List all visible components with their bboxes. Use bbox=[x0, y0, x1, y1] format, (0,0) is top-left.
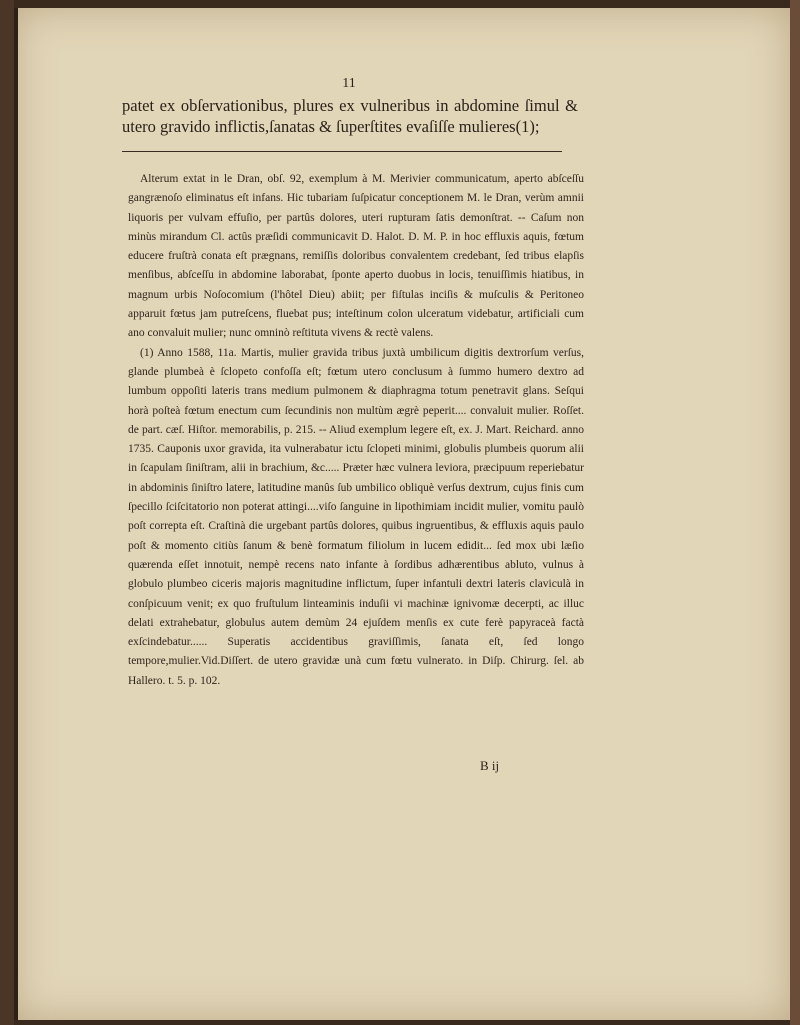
page-edge bbox=[14, 8, 18, 1020]
book-spine-right bbox=[790, 0, 800, 1025]
book-spine-left bbox=[0, 0, 14, 1025]
signature-mark: B ij bbox=[480, 758, 500, 773]
footnote-paragraph: Alterum extat in le Dran, obſ. 92, exemplum à M. Merivier communicatum, aperto abſceſſu gangrænoſo eliminatus eſt infans. Hic tubariam ſuſpicatur conceptionem M. le Dran, verùm amnii liquoris per vulvam effuſio, per partûs dolores, uteri rupturam ſatis demonſtrat. -- Caſum non minùs mirandum Cl. actûs præſidi communicavit D. Halot. D. M. P. in hoc effluxis aquis, fœtum educere fruſtrà conata eſt prægnans, remiſſis doloribus convalentem credebant, ſed tribus elapſis menſibus, abſceſſu in abdomine laborabat, ſponte aperto duobus in locis, tenuiſſimis hiatibus, in magnum urbis Noſocomium (l'hôtel Dieu) abiit; per fiſtulas inciſis & muſculis & Peritoneo apparuit fœtus jam putreſcens, fluebat pus; inteſtinum colon ulceratum videbatur, artificiali cum ano convaluit mulier; nunc omninò reſtituta vivens & rectè valens. bbox=[128, 173, 584, 340]
footnote-block bbox=[128, 170, 584, 691]
footnote-separator bbox=[122, 151, 562, 152]
page-number: 11 bbox=[342, 76, 356, 91]
footnote-paragraph: (1) Anno 1588, 11a. Martis, mulier gravida tribus juxtà umbilicum digitis dextrorſum verſus, glande plumbeà è ſclopeto confoſſa eſt; fœtum utero conclusum à ſummo humero dextro ad lumbum oppoſiti lateris trans medium pulmonem & diaphragma totum penetravit glans. Seſqui horà poſteà fœtum enectum cum ſecundinis non multùm ægrè peperit.... convaluit mulier. Roſſet. de part. cæſ. Hiſtor. memorabilis, p. 215. -- Aliud exemplum legere eſt, ex. J. Mart. Reichard. anno 1735. Cauponis uxor gravida, ita vulnerabatur ictu ſclopeti minimi, globulis plumbeis quorum alii in ſcapulam ſiniſtram, alii in brachium, &c..... Præter hæc vulnera leviora, præcipuum reperiebatur in abdominis ſiniſtro latere, latitudine manûs ſub umbilico obliquè verſus dextrum, cujus finis cum ſpecillo ſciſcitatorio non poterat attingi....viſo ſanguine in lipothimiam incidit mulier, vomitu paulò poſt correpta eſt. Craſtinà die urgebant partûs dolores, quibus ingruentibus, & effluxis aquis paulo poſt & momento citiùs ſanum & benè formatum filiolum in lucem edidit... ſed mox ubi læſio quærenda eſſet innotuit, nempè recens nato infante à ſordibus adhærentibus abluto, vulnus à globulo plumbeo ciceris majoris magnitudine inflictum, ſuper infantuli dextri lateris claviculà in conſpicuum venit; ex quo fruſtulum linteaminis induſii vi machinæ ignivomæ decerpti, ac illuc delati extrahebatur, globulus autem demùm 24 ejuſdem menſis ex cute ferè papyraceà factà exſcindebatur...... Superatis accidentibus graviſſimis, ſanata eſt, ſed longo tempore,mulier.Vid.Diſſert. de utero gravidæ unà cum fœtu vulnerato. in Diſp. Chirurg. ſel. ab Hallero. t. 5. p. 102. bbox=[128, 346, 584, 687]
main-text: patet ex obſervationibus, plures ex vulneribus in abdomine ſimul & utero gravido inflictis,ſanatas & ſuperſtites evaſiſſe mulieres(1); bbox=[122, 96, 578, 136]
